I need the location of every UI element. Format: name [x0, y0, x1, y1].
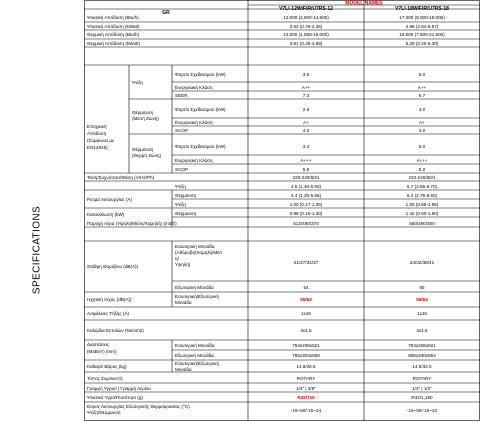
- dimensions-value-1: 794x206x621: [292, 343, 320, 348]
- current-sub-label: Θέρμανση: [175, 193, 197, 198]
- operating-range-label-line: Ψύξη/Θέρμανση: [87, 410, 121, 415]
- mode-row-value-2: A+: [419, 120, 425, 125]
- consumption-value-1: 1.00 (0.17-1.35): [289, 202, 323, 207]
- seasonal-group-label-line: EN14825): [87, 145, 108, 150]
- noise-value-1: 21/27/34/37: [293, 260, 319, 265]
- row-value-2: 17.000 (9.000-19.000): [399, 15, 445, 20]
- row-label: Ψυκτική Απόδοση (Btu/h): [87, 15, 139, 20]
- dimensions-label-line: (ΜxΒxΥ) (mm): [87, 349, 117, 354]
- consumption-value-2: 1.50 (0.65-1.95): [405, 202, 439, 207]
- mode-row-label: Ενεργειακή Κλάση: [175, 85, 213, 90]
- dimensions-value-2: 794x206x621: [408, 343, 436, 348]
- consumption-label: Κατανάλωση (kW): [87, 212, 125, 217]
- noise-sub-label: Εξωτερική Μονάδα: [175, 285, 214, 290]
- mode-row-label: Ενεργειακή Κλάση: [175, 120, 213, 125]
- side-label: SPECIFICATIONS: [31, 205, 43, 295]
- weight-value-1: 14.9/26.6: [296, 364, 316, 369]
- refrigerant-value-1: R32/710: [297, 395, 315, 400]
- weight-label: Καθαρό Βάρος (kg): [87, 364, 127, 369]
- noise-sub-label: [175, 243, 223, 267]
- current-value-1: 4.4 (1.25-5.95): [290, 193, 322, 198]
- airflow-label: Παροχή Αέρα (Υψηλή/Μέση/Χαμηλή) (m3/h): [87, 221, 177, 226]
- noise-sub-label-line: Εσωτερική Μονάδα: [175, 244, 215, 249]
- seasonal-group: [87, 71, 428, 172]
- noise-sub-label-line: (Αθόρυβη/Χαμηλή/Μέσ: [175, 250, 223, 255]
- mode-row-value-2: 4.0: [418, 128, 426, 133]
- row-value-1: 12.000 (2.600-14.500): [283, 15, 329, 20]
- header-model-names: MODEL NAMES: [345, 0, 383, 7]
- row-value-1: 13.000 (1.550-16.000): [283, 32, 329, 37]
- row-value-2: 5.28 (2.20-6.30): [405, 41, 439, 46]
- seasonal-group-label: [87, 123, 115, 150]
- mode-row-value-2: A++: [417, 85, 427, 90]
- dimensions-value-2: 805x330x554: [408, 353, 436, 358]
- weight-sub-label-line: Μονάδα: [175, 367, 192, 372]
- mode-row-value-2: 5.0: [418, 167, 426, 172]
- fuse-value-2: 1x16: [417, 311, 427, 316]
- piping-value-1: 1/4" | 3/8": [296, 386, 316, 391]
- weight-sub-label: [175, 360, 220, 372]
- consumption-value-1: 0.98 (0.15-1.30): [289, 211, 323, 216]
- sound-power-sub-label: [175, 293, 220, 305]
- mode-row-value-2: 5.0: [418, 72, 426, 77]
- header-gr: GR: [162, 10, 170, 16]
- row-value-2: 4.98 (2.64-5.57): [405, 24, 439, 29]
- cable-label: Καλώδια Εντολών (Νxmm2): [87, 328, 144, 333]
- piping-value-2: 1/4" | 1/2": [412, 386, 432, 391]
- weight-value-2: 14.9/32.5: [412, 364, 432, 369]
- operating-range-label-line: Εύρος Λειτουργίας Εξωτερικής Θερμοκρασίας (°C): [87, 404, 190, 409]
- sound-power-value-1: 55/63: [300, 297, 312, 302]
- row-label: Ψυκτική Απόδοση (kWatt): [87, 24, 140, 29]
- noise-value-2: 55: [419, 285, 425, 290]
- noise-sub-label-line: η/: [175, 256, 179, 261]
- power-supply-label: Τάση/Συχνότητα/Φάση (V/Hz/Ph): [87, 175, 155, 180]
- refrigerant-label: Ψυκτικό Υγρό/Ποσότητα (g): [87, 395, 143, 400]
- mode-row-value-1: 3.4: [302, 144, 310, 149]
- fuse-value-1: 1x16: [301, 311, 311, 316]
- sound-power-sub-label-line: Εσωτερική/Εξωτερική: [175, 294, 220, 299]
- current-value-2: 6.7 (3.55-8.70): [406, 184, 438, 189]
- row-label: Θερμική Απόδοση (Btu/h): [87, 32, 140, 37]
- row-label: Θερμική Απόδοση (kWatt): [87, 41, 140, 46]
- dimensions-label-line: Διαστάσεις: [87, 342, 110, 347]
- mode-row-value-1: 5.5: [302, 167, 310, 172]
- consumption-value-2: 1.42 (0.60-1.90): [405, 211, 439, 216]
- mode-label: [132, 146, 161, 158]
- row-value-2: 18.000 (7.500-21.500): [399, 32, 445, 37]
- noise-sub-label-line: Υψηλή): [175, 262, 191, 267]
- piping-label: Γραμμή Υγρού | Γραμμή Αερίου: [87, 386, 151, 391]
- mode-label-line: (Θερμή Ζώνη): [132, 153, 162, 158]
- seasonal-group-label-line: (Σύμφωνα με: [87, 138, 115, 143]
- mode-label: [132, 109, 159, 121]
- operating-range-value-2: -15~50/-15~24: [406, 408, 438, 413]
- mode-row-value-1: A+++: [300, 158, 312, 163]
- mode-row-value-1: 4.0: [302, 128, 310, 133]
- mode-row-label: SCOP: [175, 128, 189, 133]
- power-supply-value-2: 220-240/50/1: [408, 175, 436, 180]
- dimensions-label: [87, 341, 117, 354]
- mode-row-value-1: 2.6: [302, 107, 310, 112]
- noise-value-1: 54: [303, 285, 309, 290]
- mode-label-line: Θέρμανση: [132, 110, 154, 115]
- mode-row-value-1: A++: [301, 85, 311, 90]
- current-label: Ρεύμα Λειτουργίας (Α): [87, 197, 133, 202]
- mode-row-value-2: 6.7: [418, 93, 426, 98]
- weight-sub-label-line: Εσωτερική/Εξωτερική: [175, 361, 220, 366]
- cable-value-1: 4x1.5: [300, 328, 312, 333]
- consumption-sub-label: Θέρμανση: [175, 211, 197, 216]
- mode-row-value-2: A+++: [416, 158, 428, 163]
- header-model-2: V7LI-18WiFiR/U7RS-18: [395, 6, 449, 12]
- mode-row-label: Φορτίο Σχεδιασμού (kW): [175, 72, 226, 77]
- mode-row-label: Φορτίο Σχεδιασμού (kW): [175, 107, 226, 112]
- dimensions-sub-label: Εξωτερική Μονάδα: [175, 353, 214, 358]
- fuse-label: Ασφάλειες Τήξης (Α): [87, 311, 129, 316]
- mode-row-value-1: 7.3: [302, 93, 310, 98]
- compressor-value-2: ROTARY: [412, 376, 432, 381]
- operating-range-value-1: -15~50/-15~24: [290, 408, 322, 413]
- mode-row-value-2: 4.0: [418, 107, 426, 112]
- refrigerant-value-2: R32/1,150: [411, 395, 433, 400]
- mode-row-label: Φορτίο Σχεδιασμού (kW): [175, 144, 226, 149]
- noise-value-2: 24/32/38/41: [409, 260, 435, 265]
- mode-row-label: SCOP: [175, 167, 189, 172]
- current-sub-label: Ψύξη: [175, 184, 186, 189]
- mode-label-line: (Μέση Ζώνη): [132, 116, 159, 121]
- mode-row-label: SEER: [175, 93, 188, 98]
- row-value-1: 3.52 (0.76-4.25): [289, 24, 323, 29]
- mode-label: Ψύξη: [132, 80, 143, 85]
- sound-power-sub-label-line: Μονάδα: [175, 300, 192, 305]
- sound-power-label: Ηχητική Ισχύς (dB(A)): [87, 297, 132, 302]
- power-supply-value-1: 220-240/50/1: [292, 175, 320, 180]
- dimensions-sub-label: Εσωτερική Μονάδα: [175, 343, 215, 348]
- side-panel: [0, 0, 75, 422]
- airflow-value-1: 512/480/370: [293, 221, 319, 226]
- spec-table: [84, 0, 480, 421]
- noise-label: Στάθμη Θορύβου (dB(A)): [87, 264, 139, 269]
- current-value-1: 4.5 (1.40-5.90): [290, 184, 322, 189]
- operating-range-label: [87, 403, 191, 416]
- seasonal-group-label-line: Εποχιακή: [87, 124, 107, 129]
- compressor-label: Τύπος Συμπιεστή: [87, 376, 123, 381]
- cable-value-2: 4x1.5: [416, 328, 428, 333]
- mode-row-value-2: 5.0: [418, 144, 426, 149]
- header-model-1: V7LI-12WiFiR/U7RS-12: [279, 6, 333, 12]
- airflow-value-2: 560/480/400: [409, 221, 435, 226]
- dimensions-value-1: 765x303x555: [292, 353, 320, 358]
- row-value-1: 3.81 (0.45-4.69): [289, 41, 323, 46]
- compressor-value-1: ROTARY: [296, 376, 316, 381]
- seasonal-group-label-line: Απόδοση: [87, 131, 107, 136]
- consumption-sub-label: Ψύξη: [175, 202, 186, 207]
- mode-row-value-1: A+: [303, 120, 309, 125]
- mode-row-value-1: 3.5: [302, 72, 310, 77]
- current-value-2: 6.4 (2.75-8.50): [406, 193, 438, 198]
- mode-label-line: Θέρμανση: [132, 147, 154, 152]
- sound-power-value-2: 56/64: [416, 297, 428, 302]
- mode-row-label: Ενεργειακή Κλάση: [175, 158, 213, 163]
